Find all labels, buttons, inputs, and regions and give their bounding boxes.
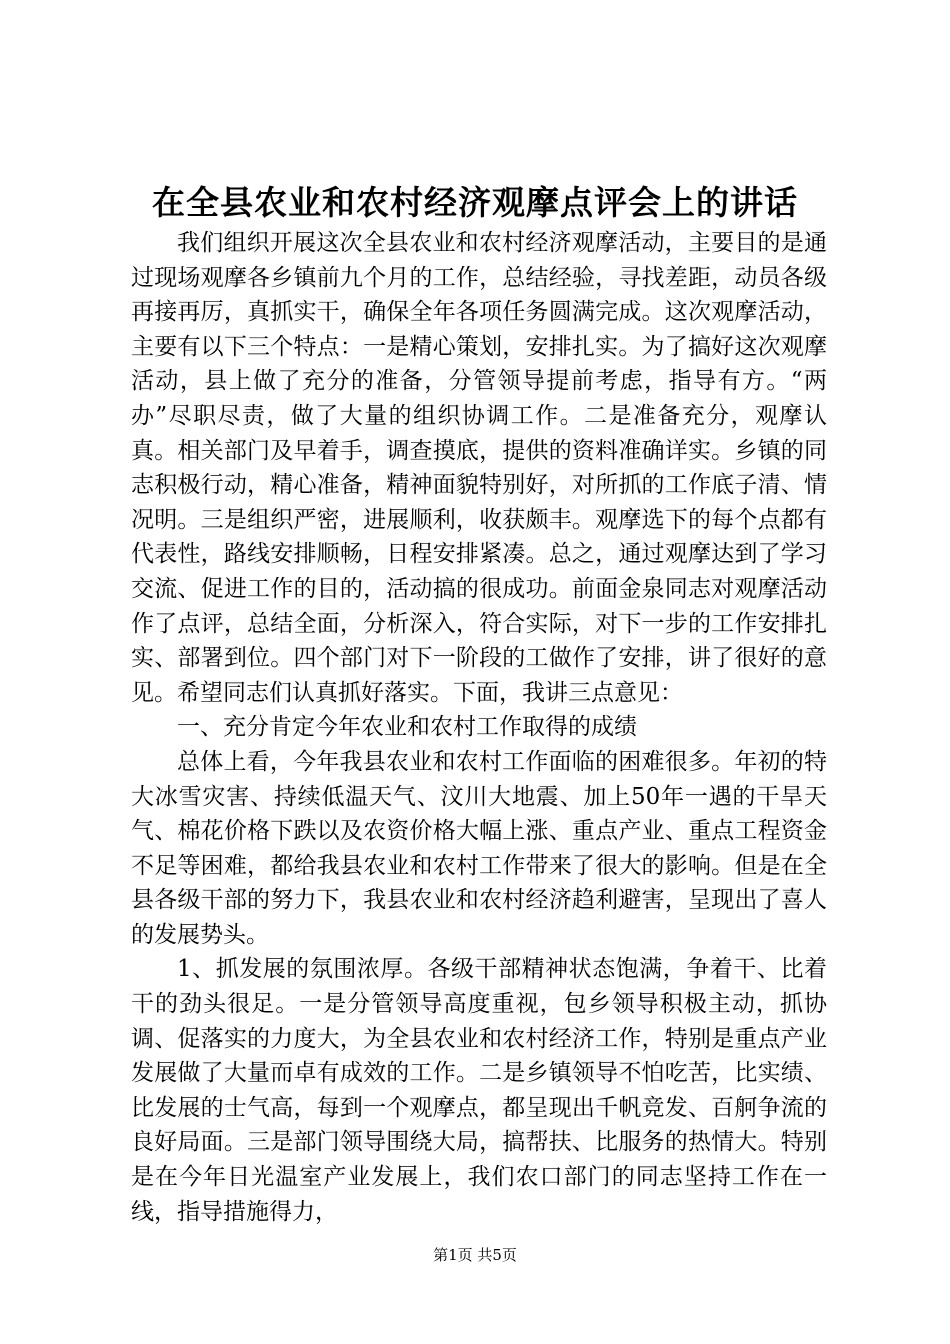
document-body xyxy=(131,226,827,1229)
section-heading-1: 一、充分肯定今年农业和农村工作取得的成绩 xyxy=(177,714,637,741)
page-footer: 第1页 共5页 xyxy=(433,1246,517,1264)
paragraph-point-1: 1、抓发展的氛围浓厚。各级干部精神状态饱满，争着干、比着干的劲头很足。一是分管领导高度重视，包乡领导积极主动，抓协调、促落实的力度大，为全县农业和农村经济工作，特别是重点产业发展做了大量而卓有成效的工作。二是乡镇领导不怕吃苦，比实绩、比发展的士气高，每到一个观摩点，都呈现出千帆竞发、百舸争流的良好局面。三是部门领导围绕大局，搞帮扶、比服务的热情大。特别是在今年日光温室产业发展上，我们农口部门的同志坚持工作在一线，指导措施得力， xyxy=(131,956,827,1225)
document-title: 在全县农业和农村经济观摩点评会上的讲话 xyxy=(152,183,798,222)
paragraph-overview: 总体上看，今年我县农业和农村工作面临的困难很多。年初的特大冰雪灾害、持续低温天气、汶川大地震、加上50年一遇的干旱天气、棉花价格下跌以及农资价格大幅上涨、重点产业、重点工程资金不足等困难，都给我县农业和农村工作带来了很大的影响。但是在全县各级干部的努力下，我县农业和农村经济趋利避害，呈现出了喜人的发展势头。 xyxy=(131,748,827,948)
paragraph-intro: 我们组织开展这次全县农业和农村经济观摩活动，主要目的是通过现场观摩各乡镇前九个月的工作，总结经验，寻找差距，动员各级再接再厉，真抓实干，确保全年各项任务圆满完成。这次观摩活动，主要有以下三个特点：一是精心策划，安排扎实。为了搞好这次观摩活动，县上做了充分的准备，分管领导提前考虑，指导有方。“两办”尽职尽责，做了大量的组织协调工作。二是准备充分，观摩认真。相关部门及早着手，调查摸底，提供的资料准确详实。乡镇的同志积极行动，精心准备，精神面貌特别好，对所抓的工作底子清、情况明。三是组织严密，进展顺利，收获颇丰。观摩选下的每个点都有代表性，路线安排顺畅，日程安排紧凑。总之，通过观摩达到了学习交流、促进工作的目的，活动搞的很成功。前面金泉同志对观摩活动作了点评，总结全面，分析深入，符合实际，对下一步的工作安排扎实、部署到位。四个部门对下一阶段的工做作了安排，讲了很好的意见。希望同志们认真抓好落实。下面，我讲三点意见： xyxy=(131,230,827,706)
